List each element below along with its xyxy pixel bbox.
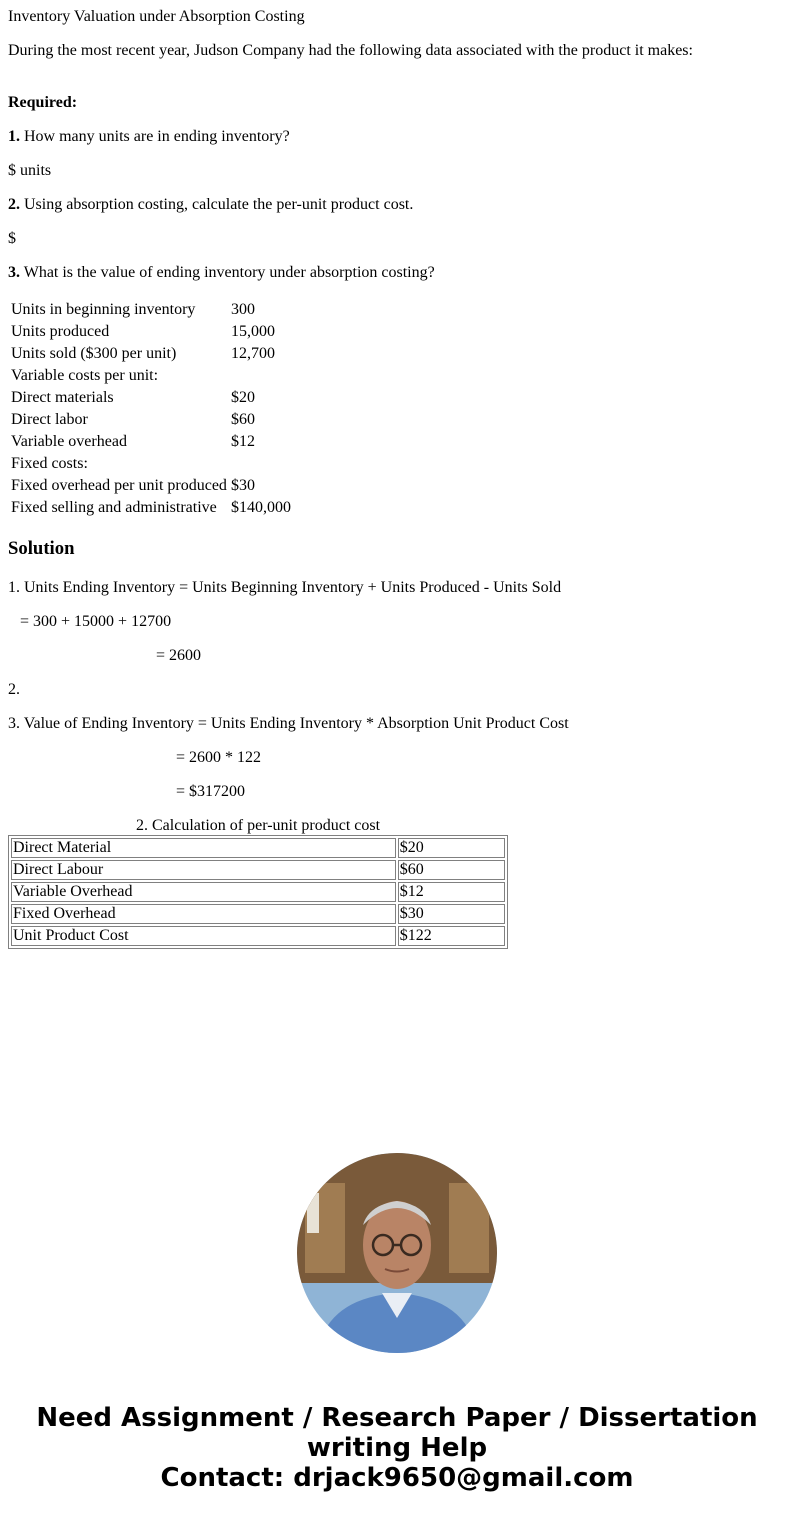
cost-value: $12 [398, 882, 505, 902]
footer-line: Need Assignment / Research Paper / Dissertation [36, 1403, 758, 1433]
cost-label: Direct Labour [11, 860, 396, 880]
table-row [11, 860, 505, 880]
cost-table [8, 835, 508, 949]
cost-value: $60 [398, 860, 505, 880]
table-row [10, 322, 292, 342]
row-label: Fixed overhead per unit produced [11, 477, 227, 494]
cost-value: $20 [398, 838, 505, 858]
solution-line: = 300 + 15000 + 12700 [20, 613, 172, 630]
solution-line: = 2600 * 122 [176, 749, 262, 766]
row-value [230, 454, 292, 474]
cost-label: Direct Material [11, 838, 396, 858]
footer-contact: Contact: drjack9650@gmail.com [160, 1463, 634, 1493]
row-value: 12,700 [231, 345, 275, 362]
answer-line-2: $ [8, 230, 16, 247]
question-number: 3. [8, 264, 20, 281]
table-row [10, 366, 292, 386]
page-title: Inventory Valuation under Absorption Costing [8, 8, 305, 25]
question-text: What is the value of ending inventory under absorption costing? [20, 264, 435, 281]
row-value [230, 366, 292, 386]
table-row [10, 410, 292, 430]
table-row [11, 904, 505, 924]
table-row [10, 432, 292, 452]
row-value: $140,000 [231, 499, 291, 516]
table-row [11, 838, 505, 858]
row-label: Fixed costs: [11, 455, 88, 472]
cost-value: $30 [398, 904, 505, 924]
row-label: Direct labor [11, 411, 88, 428]
question-3 [8, 264, 435, 282]
answer-line-1: $ units [8, 162, 52, 179]
table-row [10, 498, 292, 518]
row-value: $60 [231, 411, 255, 428]
avatar-portrait [297, 1153, 497, 1353]
cost-label: Unit Product Cost [11, 926, 396, 946]
required-label: Required: [8, 94, 78, 111]
row-label: Units produced [11, 323, 110, 340]
row-label: Direct materials [11, 389, 114, 406]
row-label: Fixed selling and administrative [11, 499, 217, 516]
cost-label: Fixed Overhead [11, 904, 396, 924]
row-value: 15,000 [231, 323, 275, 340]
solution-line: 2. [8, 681, 20, 698]
cost-value: $122 [398, 926, 505, 946]
table-row [10, 344, 292, 364]
footer-line: writing Help [306, 1433, 488, 1463]
solution-line: = 2600 [156, 647, 202, 664]
row-label: Units sold ($300 per unit) [11, 345, 177, 362]
cost-table-caption: 2. Calculation of per-unit product cost [136, 817, 381, 834]
table-row [10, 454, 292, 474]
row-label: Variable overhead [11, 433, 127, 450]
row-label: Variable costs per unit: [11, 367, 159, 384]
question-text: Using absorption costing, calculate the per-unit product cost. [20, 196, 414, 213]
table-row [10, 388, 292, 408]
table-row [10, 300, 292, 320]
solution-heading: Solution [8, 538, 75, 559]
question-number: 2. [8, 196, 20, 213]
solution-line: 3. Value of Ending Inventory = Units Ending Inventory * Absorption Unit Product Cost [8, 715, 569, 732]
row-value: $20 [231, 389, 255, 406]
author-photo [297, 1153, 497, 1353]
question-2 [8, 196, 413, 214]
solution-line: 1. Units Ending Inventory = Units Beginning Inventory + Units Produced - Units Sold [8, 579, 562, 596]
question-number: 1. [8, 128, 20, 145]
solution-line: = $317200 [176, 783, 246, 800]
table-row [11, 882, 505, 902]
question-1 [8, 128, 290, 146]
row-value: $12 [231, 433, 255, 450]
row-value: 300 [231, 301, 255, 318]
table-row [11, 926, 505, 946]
question-text: How many units are in ending inventory? [20, 128, 290, 145]
intro-text: During the most recent year, Judson Company had the following data associated with the product it makes: [8, 42, 693, 59]
company-data-table [8, 298, 294, 520]
row-value: $30 [231, 477, 255, 494]
footer-banner [0, 1403, 794, 1493]
row-label: Units in beginning inventory [11, 301, 196, 318]
table-row [10, 476, 292, 496]
cost-label: Variable Overhead [11, 882, 396, 902]
